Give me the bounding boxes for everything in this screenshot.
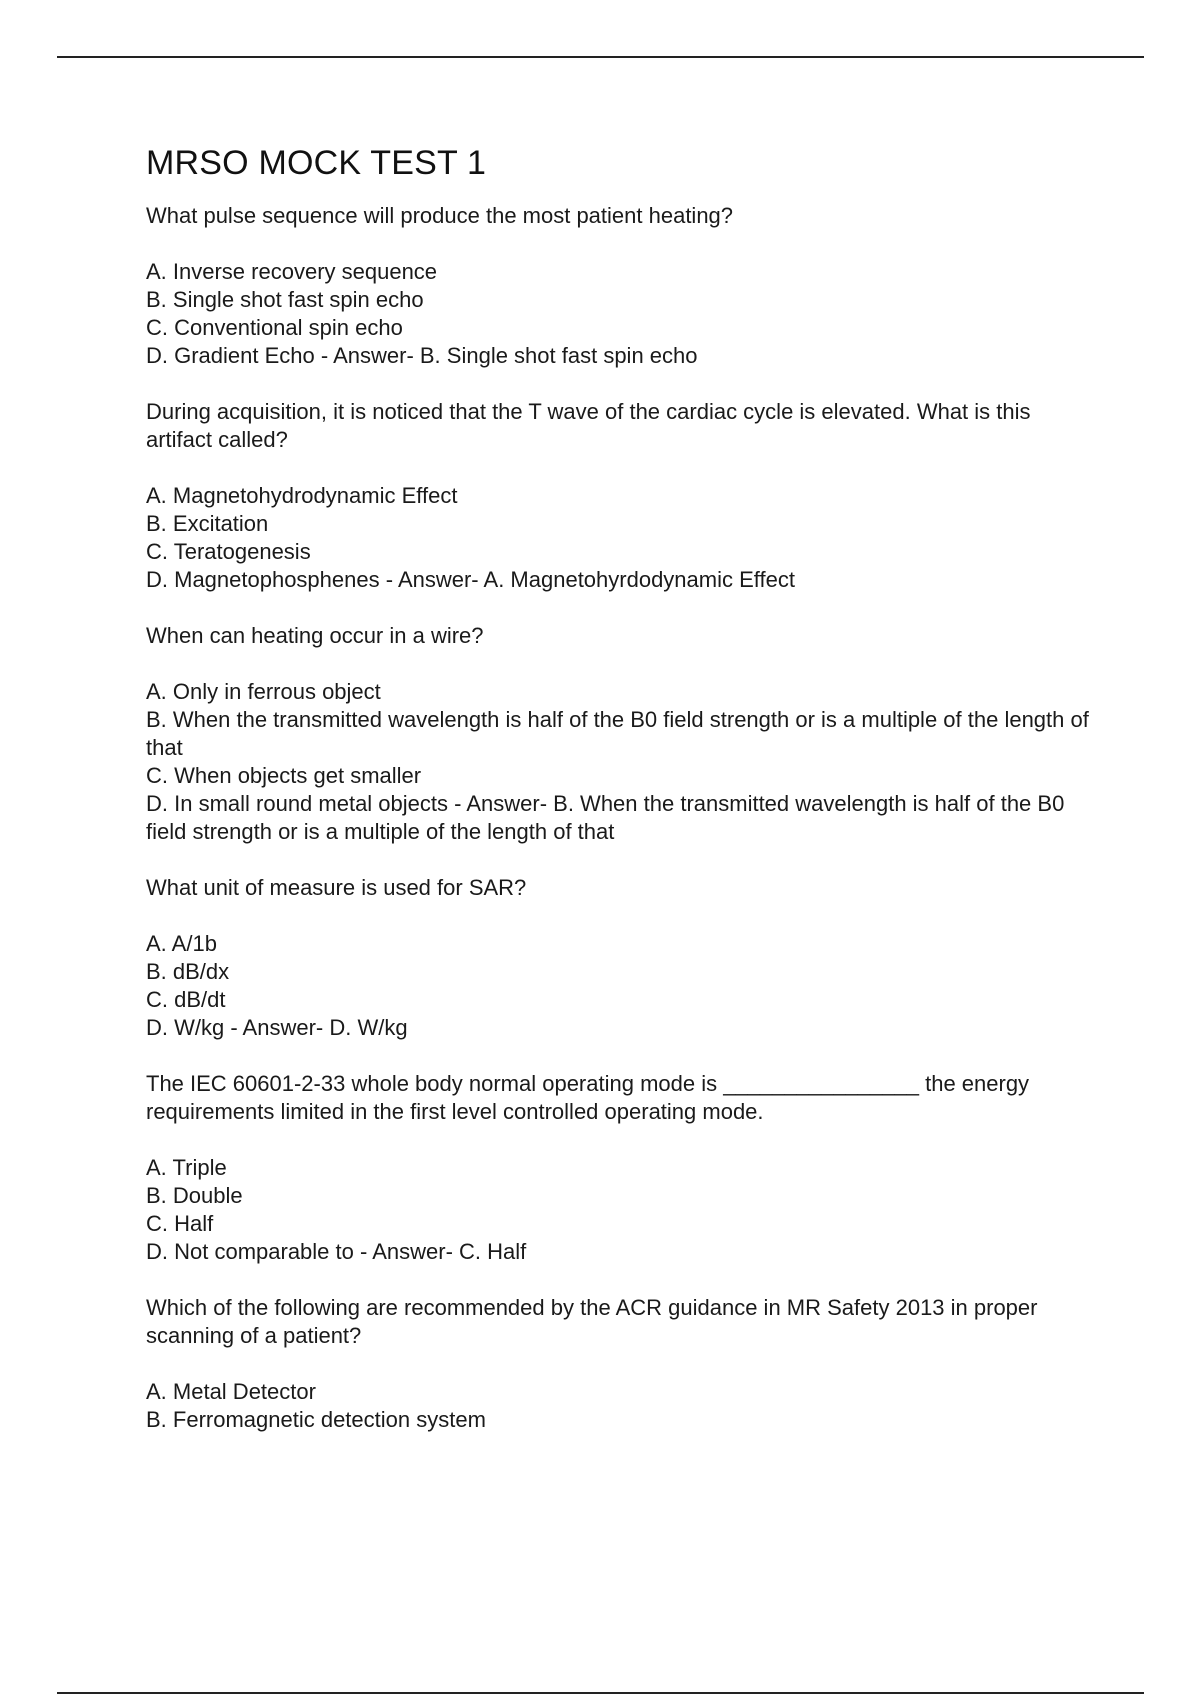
option-c: C. Conventional spin echo (146, 315, 403, 340)
question-text: Which of the following are recommended by the ACR guidance in MR Safety 2013 in proper scanning of a patient? (146, 1295, 1038, 1348)
question-text: What pulse sequence will produce the most patient heating? (146, 203, 734, 228)
option-b: B. Excitation (146, 511, 269, 536)
option-a: A. Inverse recovery sequence (146, 259, 438, 284)
option-list (146, 930, 1096, 1042)
page-title: MRSO MOCK TEST 1 (146, 144, 487, 182)
question-3 (146, 622, 1096, 846)
question-text: During acquisition, it is noticed that the T wave of the cardiac cycle is elevated. What is this artifact called? (146, 399, 1031, 452)
option-a: A. Triple (146, 1155, 227, 1180)
option-a: A. Only in ferrous object (146, 679, 381, 704)
option-b: B. Double (146, 1183, 243, 1208)
option-b: B. Ferromagnetic detection system (146, 1407, 486, 1432)
option-b: B. dB/dx (146, 959, 230, 984)
header-rule (57, 56, 1144, 58)
option-d-with-answer: D. W/kg - Answer- D. W/kg (146, 1015, 408, 1040)
question-1 (146, 202, 1096, 370)
option-a: A. Metal Detector (146, 1379, 316, 1404)
footer-rule (57, 1692, 1144, 1694)
question-2 (146, 398, 1096, 594)
option-d-with-answer: D. Gradient Echo - Answer- B. Single shot fast spin echo (146, 343, 698, 368)
option-c: C. Half (146, 1211, 214, 1236)
option-list (146, 678, 1096, 846)
option-b: B. Single shot fast spin echo (146, 287, 424, 312)
option-list (146, 1378, 1096, 1434)
option-d-with-answer: D. In small round metal objects - Answer- B. When the transmitted wavelength is half of the B0 field strength or is a multiple of the length of that (146, 791, 1065, 844)
option-list (146, 258, 1096, 370)
question-text: When can heating occur in a wire? (146, 623, 484, 648)
option-a: A. Magnetohydrodynamic Effect (146, 483, 458, 508)
question-text: What unit of measure is used for SAR? (146, 875, 527, 900)
option-d-with-answer: D. Not comparable to - Answer- C. Half (146, 1239, 527, 1264)
question-5 (146, 1070, 1096, 1266)
option-list (146, 1154, 1096, 1266)
document-body (146, 140, 1096, 1462)
option-a: A. A/1b (146, 931, 217, 956)
question-6 (146, 1294, 1096, 1434)
option-c: C. When objects get smaller (146, 763, 422, 788)
question-4 (146, 874, 1096, 1042)
option-c: C. dB/dt (146, 987, 226, 1012)
option-b: B. When the transmitted wavelength is half of the B0 field strength or is a multiple of the length of that (146, 707, 1089, 760)
option-list (146, 482, 1096, 594)
option-c: C. Teratogenesis (146, 539, 311, 564)
question-text: The IEC 60601-2-33 whole body normal operating mode is ________________ the energy requirements limited in the first level controlled operating mode. (146, 1071, 1030, 1124)
option-d-with-answer: D. Magnetophosphenes - Answer- A. Magnetohyrdodynamic Effect (146, 567, 795, 592)
